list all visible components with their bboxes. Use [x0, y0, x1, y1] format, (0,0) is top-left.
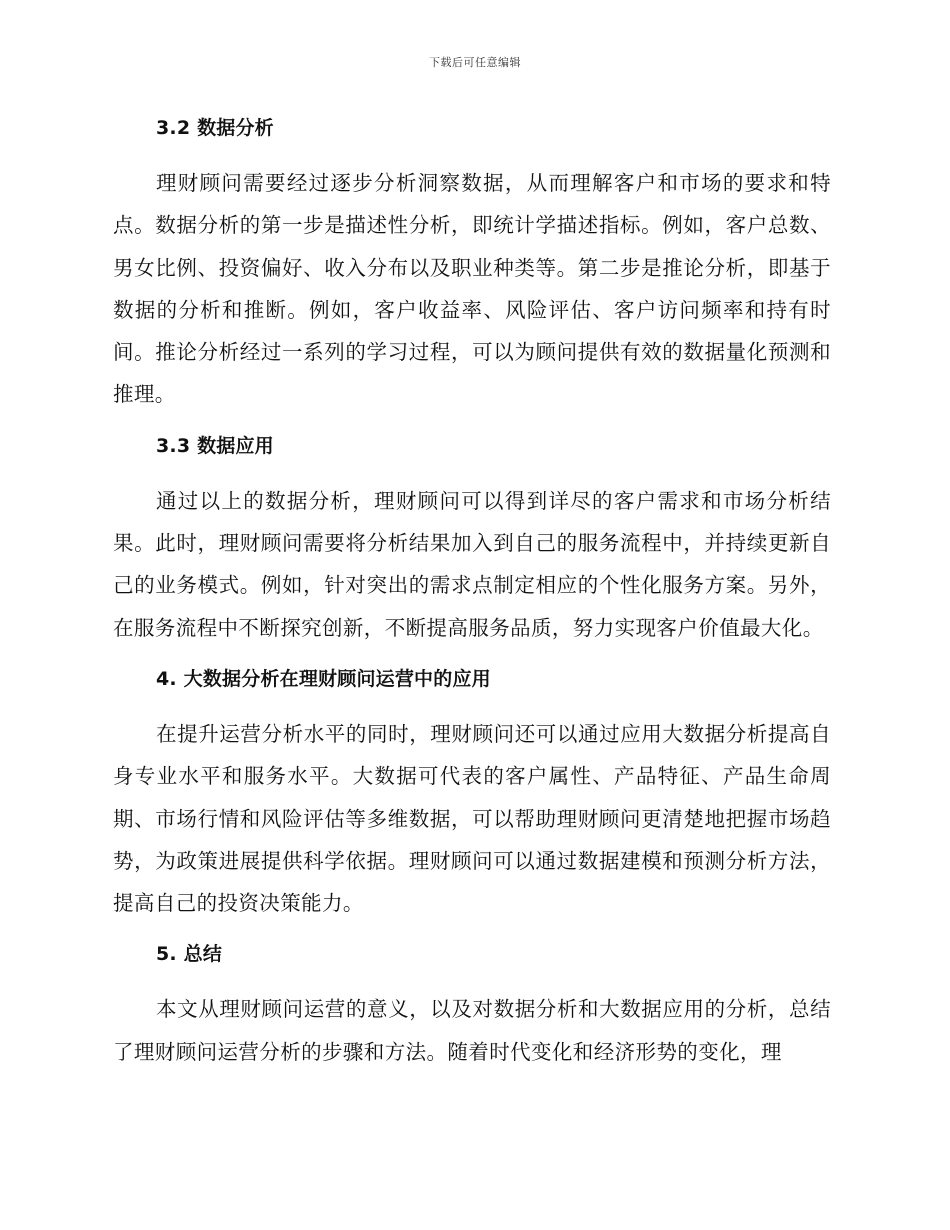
document-body [113, 108, 831, 1083]
section-paragraph: 本文从理财顾问运营的意义，以及对数据分析和大数据应用的分析，总结了理财顾问运营分析的步骤和方法。随着时代变化和经济形势的变化，理 [113, 997, 831, 1064]
section-paragraph: 在提升运营分析水平的同时，理财顾问还可以通过应用大数据分析提高自身专业水平和服务水平。大数据可代表的客户属性、产品特征、产品生命周期、市场行情和风险评估等多维数据，可以帮助理财顾问更清楚地把握市场趋势，为政策进展提供科学依据。理财顾问可以通过数据建模和预测分析方法，提高自己的投资决策能力。 [113, 721, 831, 916]
section-3-2 [113, 108, 831, 416]
page-header-note: 下载后可任意编辑 [429, 56, 521, 69]
section-heading: 5. 总结 [156, 943, 223, 966]
section-3-3 [113, 426, 831, 649]
section-heading: 4. 大数据分析在理财顾问运营中的应用 [156, 667, 491, 690]
section-paragraph: 通过以上的数据分析，理财顾问可以得到详尽的客户需求和市场分析结果。此时，理财顾问需要将分析结果加入到自己的服务流程中，并持续更新自己的业务模式。例如，针对突出的需求点制定相应的个性化服务方案。另外，在服务流程中不断探究创新，不断提高服务品质，努力实现客户价值最大化。 [113, 488, 831, 640]
section-5 [113, 934, 831, 1073]
section-heading: 3.3 数据应用 [156, 434, 274, 457]
section-paragraph: 理财顾问需要经过逐步分析洞察数据，从而理解客户和市场的要求和特点。数据分析的第一步是描述性分析，即统计学描述指标。例如，客户总数、男女比例、投资偏好、收入分布以及职业种类等。第二步是推论分析，即基于数据的分析和推断。例如，客户收益率、风险评估、客户访问频率和持有时间。推论分析经过一系列的学习过程，可以为顾问提供有效的数据量化预测和推理。 [113, 171, 831, 407]
section-heading: 3.2 数据分析 [156, 117, 274, 139]
section-4 [113, 659, 831, 924]
